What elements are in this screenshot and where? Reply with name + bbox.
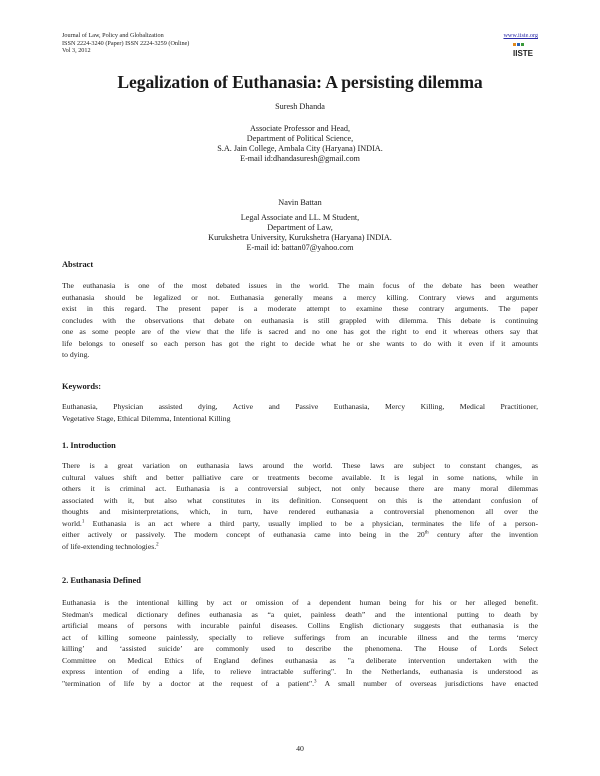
paper-title: Legalization of Euthanasia: A persisting dilemma (117, 72, 483, 92)
text-line: artificial means of persons with incurable painful diseases. Collins English dictionary suggests that euthanasia is the (62, 621, 538, 630)
text-line: euthanasia should be legalized or not. Euthanasia generally means a mercy killing. Contrary views and arguments (62, 292, 538, 302)
text-line: thoughts and misinterpretations, which, in turn, have rendered euthanasia a controversial phenomenon all over the (62, 507, 538, 516)
text-line: Committee on Medical Ethics of England defines euthanasia as "a deliberate intervention undertaken with the (62, 655, 538, 665)
text-line: Euthanasia, Physician assisted dying, Active and Passive Euthanasia, Mercy Killing, Medical Practitioner, (62, 402, 538, 411)
superscript: th (424, 530, 429, 536)
text-line: express intention of ending a life, to relieve intractable suffering". In the Netherlands, euthanasia is understood as (62, 667, 538, 676)
text-line: one as some people are of the view that the life is sacred and no one has got the right to end it whereas others say that (62, 327, 538, 336)
author2-email: E-mail id: battan07@yahoo.com (246, 243, 354, 252)
footnote-ref: 2 (156, 541, 159, 547)
section1-body (62, 460, 538, 552)
text-line: exist in this regard. The present paper is a moderate attempt to examine these contrary arguments. The paper (62, 304, 538, 313)
website-link[interactable]: www.iiste.org (503, 32, 538, 39)
text-line: Stedman's medical dictionary defines euthanasia as “a quiet, painless death” and the intentional putting to death by (62, 609, 538, 619)
text-line: act of killing someone painlessly, specially to relieve sufferings from an incurable illness and the terms ‘mercy (62, 632, 538, 642)
abstract-heading: Abstract (62, 260, 94, 269)
keywords-heading: Keywords: (62, 382, 102, 391)
abstract-body (62, 280, 538, 361)
text-line: Vegetative Stage, Ethical Dilemma, Intentional Killing (62, 413, 231, 423)
affiliation-line: S.A. Jain College, Ambala City (Haryana) INDIA. (217, 144, 383, 153)
text-line: killing’ and ‘assisted suicide’ are commonly used to describe the phenomena. The House of Lords Select (62, 644, 538, 653)
section1-heading: 1. Introduction (62, 441, 116, 450)
text-line: life belongs to oneself so each person has got the right to decide what he or she wants to do with it even if it amounts (62, 338, 538, 348)
page-number: 40 (296, 744, 304, 753)
text-line: Euthanasia is the intentional killing by act or omission of a dependent human being for his or her alleged benefit. (62, 598, 538, 607)
text-line: either actively or passively. The modern concept of euthanasia came into being in the 20th century after the invention (62, 530, 538, 539)
footnote-ref: 1 (81, 518, 85, 524)
affiliation-line: Kurukshetra University, Kurukshetra (Haryana) INDIA. (208, 233, 392, 242)
author2-name: Navin Battan (278, 198, 322, 207)
affiliation-line: Department of Political Science, (246, 134, 354, 143)
author1-name: Suresh Dhanda (275, 102, 325, 111)
author1-email: E-mail id:dhandasuresh@gmail.com (240, 154, 360, 163)
section2-body (62, 597, 538, 689)
journal-issn: ISSN 2224-3240 (Paper) ISSN 2224-3259 (Online) (62, 39, 190, 47)
text-line: of life-extending technologies.$^2$ (62, 541, 159, 551)
author1-affiliation (0, 124, 600, 164)
journal-volume: Vol 3, 2012 (62, 47, 91, 55)
svg-text:IISTE: IISTE (513, 48, 534, 58)
publisher-block (503, 32, 538, 63)
journal-name: Journal of Law, Policy and Globalization (62, 32, 164, 39)
text-line: The euthanasia is one of the most debated issues in the world. The main focus of the debate has been weather (62, 281, 538, 290)
affiliation-line: Legal Associate and LL. M Student, (240, 213, 360, 222)
affiliation-line: Associate Professor and Head, (249, 124, 351, 133)
text-line: cultural values shift and better palliative care or treatments become available. It is legal in some nations, while in (62, 472, 538, 482)
footnote-ref: 3 (314, 678, 317, 684)
iiste-logo (512, 42, 538, 63)
journal-info (62, 32, 189, 55)
section2-heading: 2. Euthanasia Defined (62, 576, 141, 585)
text-line: others it is criminal act. Euthanasia is a controversial subject, not only because there are many moral dilemmas (62, 484, 538, 493)
text-line: to dying. (62, 350, 90, 359)
text-line: associated with it, but also what constitutes in its definition. Consequent on this is the attendant confusion of (62, 495, 538, 505)
text-line: world.$^1$ Euthanasia is an act where a third party, usually implied to be a physician, terminates the life of a person- (62, 518, 538, 528)
text-line: concludes with the observations that debate on euthanasia is still grappled with dilemma. This debate is continuing (62, 315, 538, 325)
text-line: "termination of life by a doctor at the request of a patient".$^3$ A small number of overseas jurisdictions have enacted (62, 678, 538, 688)
text-line: There is a great variation on euthanasia laws around the world. These laws are subject to constant changes, as (62, 461, 538, 470)
author2-affiliation (0, 213, 600, 253)
keywords-body (62, 401, 538, 424)
affiliation-line: Department of Law, (267, 223, 333, 232)
